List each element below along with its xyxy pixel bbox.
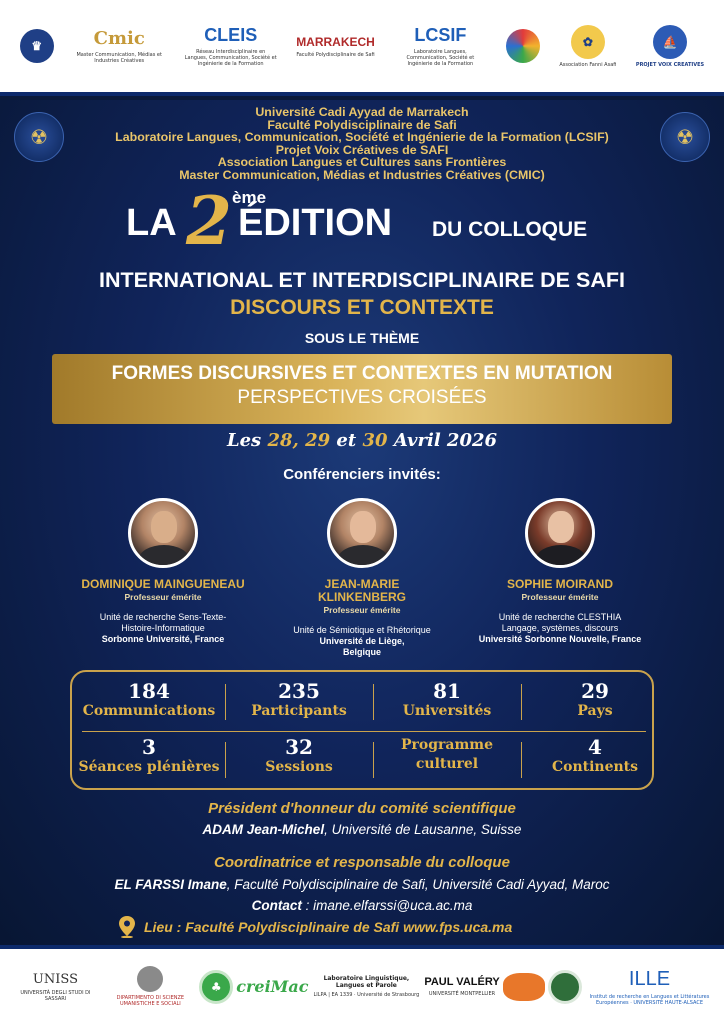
- palm-icon: ✿: [571, 25, 605, 59]
- seal-icon: [548, 970, 582, 1004]
- stat-participants: 235 Participants: [251, 679, 347, 719]
- stat-pays: 29 Pays: [577, 679, 613, 719]
- honor-text: ADAM Jean-Michel, Université de Lausanne, Suisse: [202, 822, 522, 837]
- venue-value[interactable]: Faculté Polydisciplinaire de Safi www.fps.uca.ma: [185, 919, 513, 935]
- radiation-emblem-icon: ☢: [14, 112, 64, 162]
- speaker-unit: Unité de recherche CLESTHIA Langage, systèmes, discours: [498, 612, 622, 633]
- speaker-institution: Sorbonne Université, France: [101, 634, 225, 644]
- speaker-name: JEAN-MARIE KLINKENBERG: [317, 577, 406, 604]
- contact-email[interactable]: imane.elfarssi@uca.ac.ma: [313, 898, 473, 913]
- seal-icon: [137, 966, 163, 992]
- logo-round-seal: [548, 970, 582, 1004]
- stats-panel: [70, 670, 654, 790]
- logo-marrakech: MARRAKECH Faculté Polydisciplinaire de Safi: [296, 34, 375, 58]
- stat-seances-plenieres: 3 Séances plénières: [78, 735, 220, 775]
- institution-line: Association Langues et Cultures sans Frontières: [217, 155, 507, 170]
- edition-tail: DU COLLOQUE: [432, 218, 588, 241]
- header-logo-band: [0, 0, 724, 96]
- edition-number: 2: [186, 182, 232, 260]
- contact-line: Contact : imane.elfarssi@uca.ac.ma: [251, 898, 473, 913]
- logo-voix-creatives: ⛵ PROJET VOIX CREATIVES: [636, 25, 704, 68]
- logo-lcsif: LCSIF Laboratoire Langues, Communication, Société et Ingénierie de la Formation: [406, 25, 475, 67]
- speaker-portrait: [327, 498, 397, 568]
- location-pin-icon: [118, 916, 136, 938]
- edition-la: LA: [126, 202, 177, 244]
- honor-heading: Président d'honneur du comité scientifique: [208, 800, 516, 817]
- stat-programme-culturel: Programme culturel: [400, 737, 493, 772]
- logo-creimac: creiMac: [236, 977, 309, 996]
- logo-paul-valery: PAUL VALÉRY UNIVERSITÉ MONTPELLIER: [424, 976, 500, 997]
- stat-communications: 184 Communications: [82, 679, 216, 719]
- speaker-institution: Université de Liège, Belgique: [319, 636, 405, 657]
- event-dates: Les 28, 29 et 30 Avril 2026: [226, 430, 498, 451]
- badge-icon: [503, 973, 545, 1001]
- poster-main: [0, 100, 724, 945]
- speaker-card: [257, 498, 467, 658]
- institution-line: Laboratoire Langues, Communication, Société et Ingénierie de la Formation (LCSIF): [115, 130, 609, 145]
- speaker-role: Professeur émérite: [124, 592, 202, 602]
- logo-association-circle: [506, 29, 540, 63]
- speaker-unit: Unité de recherche Sens-Texte-Histoire-Informatique: [99, 612, 227, 633]
- theme-banner: [52, 354, 672, 424]
- radiation-emblem-icon: ☢: [660, 112, 710, 162]
- logo-dipartimento: DIPARTIMENTO DI SCIENZE UMANISTICHE E SOCIALI: [104, 966, 196, 1007]
- speaker-name: DOMINIQUE MAINGUENEAU: [81, 577, 245, 591]
- theme-label: SOUS LE THÈME: [304, 330, 420, 346]
- stat-continents: 4 Continents: [551, 735, 639, 775]
- edition-heading: [0, 182, 724, 260]
- globe-icon: [506, 29, 540, 63]
- logo-cmic: Cmic Master Communication, Médias et Industries Créatives: [76, 28, 162, 64]
- speaker-institution: Université Sorbonne Nouvelle, France: [478, 634, 642, 644]
- colloquium-title: DISCOURS ET CONTEXTE: [230, 296, 494, 319]
- footer-logo-band: [0, 945, 724, 1024]
- ship-icon: ⛵: [653, 25, 687, 59]
- theme-line-2: PERSPECTIVES CROISÉES: [237, 387, 487, 408]
- stat-sessions: 32 Sessions: [265, 735, 333, 775]
- logo-asafi: ✿ Association Fanni Asafi: [559, 25, 616, 68]
- speaker-role: Professeur émérite: [521, 592, 599, 602]
- colloquium-subtitle: INTERNATIONAL ET INTERDISCIPLINAIRE DE SAFI: [99, 268, 625, 292]
- speaker-portrait: [525, 498, 595, 568]
- theme-line-1: FORMES DISCURSIVES ET CONTEXTES EN MUTATION: [111, 363, 613, 384]
- speaker-card: [455, 498, 665, 645]
- venue-line: Lieu : Faculté Polydisciplinaire de Safi www.fps.uca.ma: [118, 914, 638, 940]
- institution-line: Master Communication, Médias et Industries Créatives (CMIC): [179, 167, 545, 182]
- institution-line: Faculté Polydisciplinaire de Safi: [267, 117, 457, 132]
- logo-uniss: UNISS UNIVERSITÀ DEGLI STUDI DI SASSARI: [20, 971, 91, 1002]
- speaker-role: Professeur émérite: [323, 605, 401, 615]
- edition-suffix: ème: [232, 188, 267, 207]
- speaker-portrait: [128, 498, 198, 568]
- coordinator-heading: Coordinatrice et responsable du colloque: [214, 854, 510, 871]
- institution-line: Université Cadi Ayyad de Marrakech: [255, 105, 469, 119]
- logo-crest: [20, 29, 54, 63]
- edition-word: ÉDITION: [238, 202, 393, 244]
- speaker-card: [58, 498, 268, 645]
- institutions-list: [80, 106, 644, 182]
- speakers-heading: Conférenciers invités:: [283, 466, 441, 483]
- speaker-name: SOPHIE MOIRAND: [506, 577, 613, 591]
- logo-lilpa: Laboratoire Linguistique, Langues et Parole LILPA | EA 1339 · Université de Strasbourg: [313, 975, 420, 998]
- institution-line: Projet Voix Créatives de SAFI: [275, 142, 449, 157]
- tree-icon: ♣: [199, 970, 233, 1004]
- logo-asso-green: [199, 970, 233, 1004]
- logo-orange-badge: [503, 973, 545, 1001]
- logo-cleis: CLEIS Réseau Interdisciplinaire en Langues, Communication, Société et Ingénierie de la Formation: [184, 25, 277, 67]
- logo-ille: ILLE Institut de recherche en Langues et Littératures Européennes · UNIVERSITÉ HAUTE-ALSACE: [589, 967, 710, 1006]
- speaker-unit: Unité de Sémiotique et Rhétorique: [293, 625, 431, 635]
- stat-universites: 81 Universités: [402, 679, 492, 719]
- crest-icon: ♛: [20, 29, 54, 63]
- coordinator-text: EL FARSSI Imane, Faculté Polydisciplinaire de Safi, Université Cadi Ayyad, Maroc: [114, 877, 610, 892]
